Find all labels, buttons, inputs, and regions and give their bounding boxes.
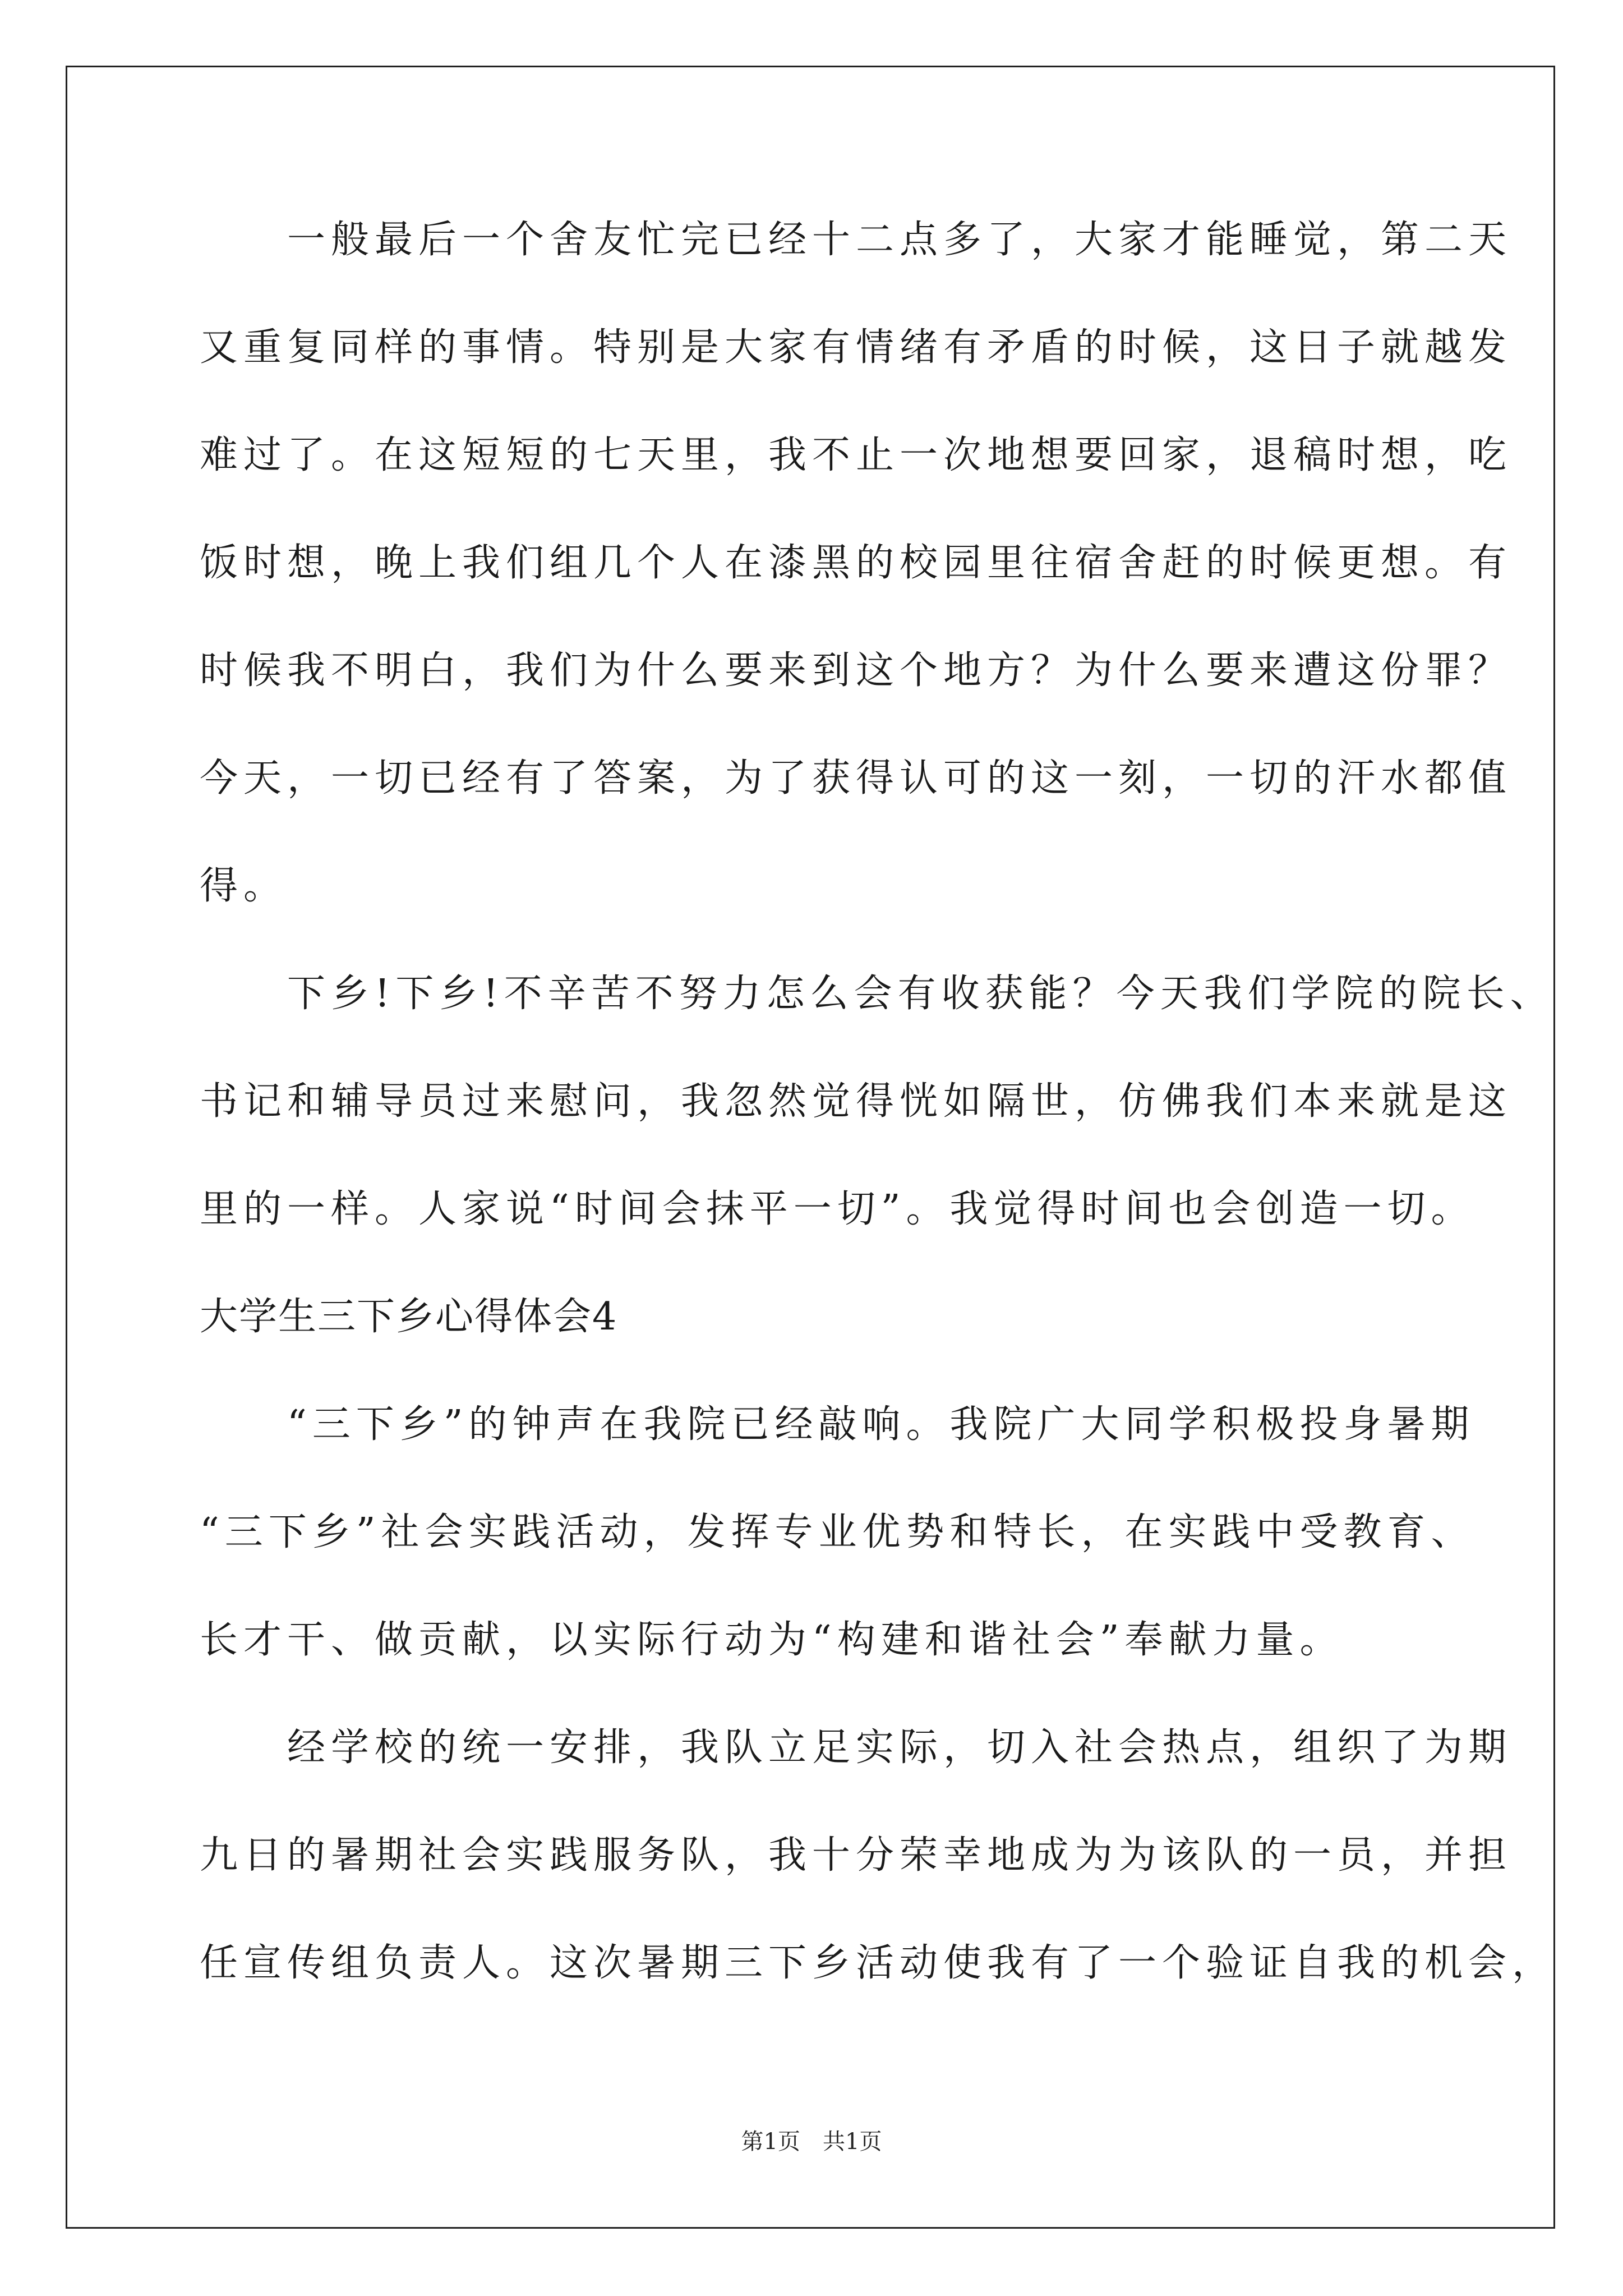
paragraph-line: 得。 <box>200 864 288 908</box>
page-border <box>66 66 1555 2229</box>
paragraph-line: 经学校的统一安排，我队立足实际，切入社会热点，组织了为期 <box>200 1726 1513 1770</box>
page-number-footer: 第1页 共1页 <box>741 2129 882 2155</box>
paragraph-line: 饭时想，晚上我们组几个人在漆黑的校园里往宿舍赶的时候更想。有 <box>200 541 1513 585</box>
paragraph-line: 里的一样。人家说“时间会抹平一切”。我觉得时间也会创造一切。 <box>200 1187 1475 1231</box>
paragraph-line: 又重复同样的事情。特别是大家有情绪有矛盾的时候，这日子就越发 <box>200 325 1513 370</box>
paragraph-line: 下乡!下乡!不辛苦不努力怎么会有收获能？今天我们学院的院长、 <box>200 972 1554 1016</box>
paragraph-line: 今天，一切已经有了答案，为了获得认可的这一刻，一切的汗水都值 <box>200 756 1513 800</box>
paragraph-line: 长才干、做贡献，以实际行动为“构建和谐社会”奉献力量。 <box>200 1618 1344 1662</box>
section-heading: 大学生三下乡心得体会4 <box>200 1295 618 1339</box>
paragraph-line: “三下乡”社会实践活动，发挥专业优势和特长，在实践中受教育、 <box>200 1510 1475 1554</box>
paragraph-line: 时候我不明白，我们为什么要来到这个地方？为什么要来遭这份罪？ <box>200 648 1513 693</box>
paragraph-line: 书记和辅导员过来慰问，我忽然觉得恍如隔世，仿佛我们本来就是这 <box>200 1079 1513 1124</box>
paragraph-line: “三下乡”的钟声在我院已经敲响。我院广大同学积极投身暑期 <box>200 1402 1475 1447</box>
paragraph-line: 九日的暑期社会实践服务队，我十分荣幸地成为为该队的一员，并担 <box>200 1833 1513 1878</box>
paragraph-line: 任宣传组负责人。这次暑期三下乡活动使我有了一个验证自我的机会， <box>200 1941 1556 1985</box>
paragraph-line: 一般最后一个舍友忙完已经十二点多了，大家才能睡觉，第二天 <box>200 218 1513 262</box>
paragraph-line: 难过了。在这短短的七天里，我不止一次地想要回家，退稿时想，吃 <box>200 433 1513 477</box>
